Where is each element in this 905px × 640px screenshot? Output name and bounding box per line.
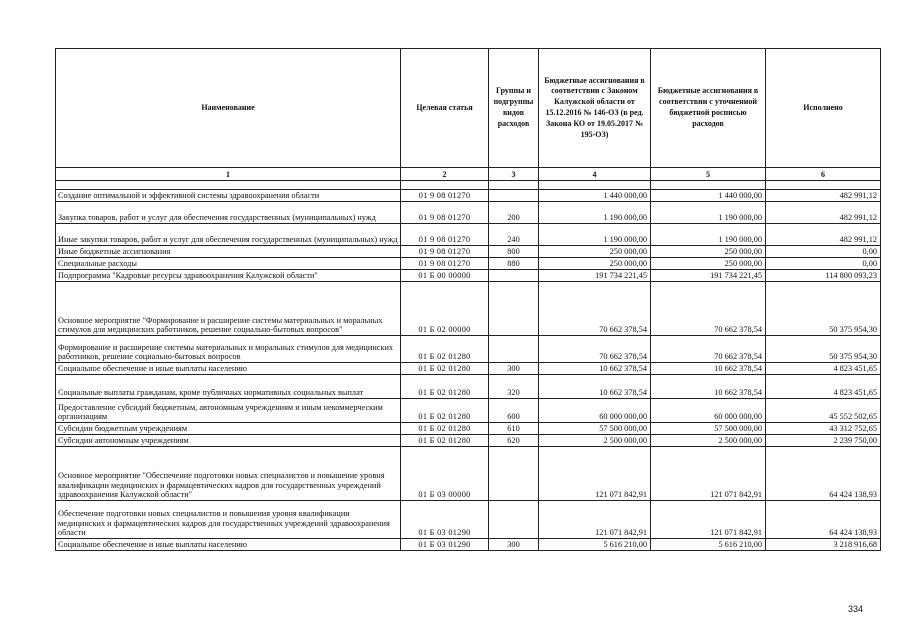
row-executed: 43 312 752,65	[766, 423, 881, 435]
row-law-allocation: 10 662 378,54	[539, 375, 651, 399]
row-refined-allocation: 121 071 842,91	[651, 501, 766, 539]
row-expense-group: 800	[489, 246, 539, 258]
row-name: Основное мероприятие "Обеспечение подготовки новых специалистов и повышение уровня квалификации медицинских и фармацевтических кадров для государственных учреждений здравоохранения Калужской области"	[56, 447, 401, 501]
row-executed: 50 375 954,30	[766, 282, 881, 336]
column-number: 3	[489, 168, 539, 181]
row-name: Подпрограмма "Кадровые ресурсы здравоохранения Калужской области"	[56, 270, 401, 282]
row-name: Социальные выплаты гражданам, кроме публичных нормативных социальных выплат	[56, 375, 401, 399]
table-row	[56, 375, 881, 399]
table-row	[56, 423, 881, 435]
spacer-cell	[539, 181, 651, 190]
row-executed: 45 552 502,65	[766, 399, 881, 423]
row-law-allocation: 121 071 842,91	[539, 501, 651, 539]
column-number: 2	[401, 168, 489, 181]
row-law-allocation: 1 190 000,00	[539, 224, 651, 246]
row-law-allocation: 191 734 221,45	[539, 270, 651, 282]
row-expense-group	[489, 501, 539, 539]
row-refined-allocation: 191 734 221,45	[651, 270, 766, 282]
row-name: Создание оптимальной и эффективной системы здравоохранения области	[56, 190, 401, 202]
row-refined-allocation: 70 662 378,54	[651, 336, 766, 363]
row-name: Социальное обеспечение и иные выплаты населению	[56, 363, 401, 375]
table-row	[56, 282, 881, 336]
row-expense-group	[489, 270, 539, 282]
header-law-allocation: Бюджетные ассигнования в соответствии с Законом Калужской области от 15.12.2016 № 146-ОЗ (в ред. Закона КО от 19.05.2017 № 195-ОЗ)	[539, 49, 651, 168]
row-executed: 64 424 138,93	[766, 447, 881, 501]
row-law-allocation: 2 500 000,00	[539, 435, 651, 447]
row-refined-allocation: 10 662 378,54	[651, 375, 766, 399]
row-executed: 0,00	[766, 246, 881, 258]
spacer-cell	[56, 181, 401, 190]
row-law-allocation: 250 000,00	[539, 258, 651, 270]
row-target-code: 01 Б 02 01280	[401, 435, 489, 447]
header-name: Наименование	[56, 49, 401, 168]
row-expense-group: 620	[489, 435, 539, 447]
row-name: Обеспечение подготовки новых специалистов и повышения уровня квалификации медицинских и фармацевтических кадров для государственных учреждений здравоохранения области	[56, 501, 401, 539]
column-number-row	[56, 168, 881, 181]
spacer-cell	[489, 181, 539, 190]
row-name: Формирование и расширение системы материальных и моральных стимулов для медицинских работников, решение социально-бытовых вопросов	[56, 336, 401, 363]
row-name: Основное мероприятие "Формирование и расширение системы материальных и моральных стимулов для медицинских работников, решение социально-бытовых вопросов"	[56, 282, 401, 336]
row-target-code: 01 9 08 01270	[401, 246, 489, 258]
row-refined-allocation: 1 190 000,00	[651, 224, 766, 246]
row-name: Иные закупки товаров, работ и услуг для обеспечения государственных (муниципальных) нужд	[56, 224, 401, 246]
column-number: 6	[766, 168, 881, 181]
row-name: Специальные расходы	[56, 258, 401, 270]
row-law-allocation: 5 616 210,00	[539, 539, 651, 551]
row-refined-allocation: 121 071 842,91	[651, 447, 766, 501]
table-row	[56, 399, 881, 423]
table-row	[56, 539, 881, 551]
row-target-code: 01 Б 02 00000	[401, 282, 489, 336]
row-law-allocation: 121 071 842,91	[539, 447, 651, 501]
table-row	[56, 363, 881, 375]
row-executed: 50 375 954,30	[766, 336, 881, 363]
row-name: Иные бюджетные ассигнования	[56, 246, 401, 258]
column-number: 4	[539, 168, 651, 181]
row-name: Субсидии автономным учреждениям	[56, 435, 401, 447]
table-row	[56, 224, 881, 246]
row-executed: 4 823 451,65	[766, 375, 881, 399]
row-expense-group	[489, 447, 539, 501]
row-refined-allocation: 70 662 378,54	[651, 282, 766, 336]
row-law-allocation: 1 440 000,00	[539, 190, 651, 202]
table-row	[56, 190, 881, 202]
row-law-allocation: 1 190 000,00	[539, 202, 651, 224]
row-refined-allocation: 60 000 000,00	[651, 399, 766, 423]
row-refined-allocation: 5 616 210,00	[651, 539, 766, 551]
table-row	[56, 202, 881, 224]
row-target-code: 01 Б 00 00000	[401, 270, 489, 282]
row-expense-group: 300	[489, 363, 539, 375]
row-target-code: 01 9 08 01270	[401, 258, 489, 270]
spacer-cell	[401, 181, 489, 190]
row-executed: 64 424 138,93	[766, 501, 881, 539]
row-executed: 4 823 451,65	[766, 363, 881, 375]
row-law-allocation: 60 000 000,00	[539, 399, 651, 423]
row-target-code: 01 Б 03 01290	[401, 501, 489, 539]
row-refined-allocation: 1 190 000,00	[651, 202, 766, 224]
row-expense-group: 600	[489, 399, 539, 423]
row-expense-group	[489, 336, 539, 363]
row-executed: 114 800 093,23	[766, 270, 881, 282]
spacer-row	[56, 181, 881, 190]
spacer-cell	[651, 181, 766, 190]
row-law-allocation: 70 662 378,54	[539, 336, 651, 363]
header-executed: Исполнено	[766, 49, 881, 168]
row-refined-allocation: 10 662 378,54	[651, 363, 766, 375]
row-executed: 3 218 916,68	[766, 539, 881, 551]
row-law-allocation: 10 662 378,54	[539, 363, 651, 375]
row-expense-group: 880	[489, 258, 539, 270]
row-refined-allocation: 250 000,00	[651, 246, 766, 258]
row-executed: 482 991,12	[766, 224, 881, 246]
row-target-code: 01 Б 03 00000	[401, 447, 489, 501]
table-row	[56, 270, 881, 282]
row-law-allocation: 57 500 000,00	[539, 423, 651, 435]
row-expense-group	[489, 190, 539, 202]
document-sheet	[55, 48, 880, 551]
table-row	[56, 246, 881, 258]
page-number: 334	[848, 604, 864, 614]
row-expense-group: 200	[489, 202, 539, 224]
row-name: Социальное обеспечение и иные выплаты населению	[56, 539, 401, 551]
row-target-code: 01 9 08 01270	[401, 202, 489, 224]
row-expense-group	[489, 282, 539, 336]
table-header-row	[56, 49, 881, 168]
column-number: 5	[651, 168, 766, 181]
header-code: Целевая статья	[401, 49, 489, 168]
row-target-code: 01 Б 03 01290	[401, 539, 489, 551]
table-row	[56, 258, 881, 270]
row-target-code: 01 9 08 01270	[401, 190, 489, 202]
row-expense-group: 240	[489, 224, 539, 246]
row-target-code: 01 Б 02 01280	[401, 336, 489, 363]
row-refined-allocation: 2 500 000,00	[651, 435, 766, 447]
row-refined-allocation: 1 440 000,00	[651, 190, 766, 202]
row-executed: 2 239 750,00	[766, 435, 881, 447]
row-name: Предоставление субсидий бюджетным, автономным учреждениям и иным некоммерческим организациям	[56, 399, 401, 423]
row-refined-allocation: 57 500 000,00	[651, 423, 766, 435]
row-executed: 482 991,12	[766, 190, 881, 202]
row-expense-group: 320	[489, 375, 539, 399]
row-name: Субсидии бюджетным учреждениям	[56, 423, 401, 435]
row-target-code: 01 Б 02 01280	[401, 399, 489, 423]
row-expense-group: 300	[489, 539, 539, 551]
row-target-code: 01 9 08 01270	[401, 224, 489, 246]
row-target-code: 01 Б 02 01280	[401, 363, 489, 375]
row-law-allocation: 70 662 378,54	[539, 282, 651, 336]
table-row	[56, 435, 881, 447]
header-group: Группы и подгруппы видов расходов	[489, 49, 539, 168]
row-executed: 0,00	[766, 258, 881, 270]
table-row	[56, 501, 881, 539]
row-name: Закупка товаров, работ и услуг для обеспечения государственных (муниципальных) нужд	[56, 202, 401, 224]
header-refined-allocation: Бюджетные ассигнования в соответствии с уточненной бюджетной росписью расходов	[651, 49, 766, 168]
row-target-code: 01 Б 02 01280	[401, 423, 489, 435]
row-law-allocation: 250 000,00	[539, 246, 651, 258]
row-refined-allocation: 250 000,00	[651, 258, 766, 270]
row-target-code: 01 Б 02 01280	[401, 375, 489, 399]
budget-table	[55, 48, 881, 551]
table-row	[56, 447, 881, 501]
table-row	[56, 336, 881, 363]
row-executed: 482 991,12	[766, 202, 881, 224]
column-number: 1	[56, 168, 401, 181]
spacer-cell	[766, 181, 881, 190]
row-expense-group: 610	[489, 423, 539, 435]
